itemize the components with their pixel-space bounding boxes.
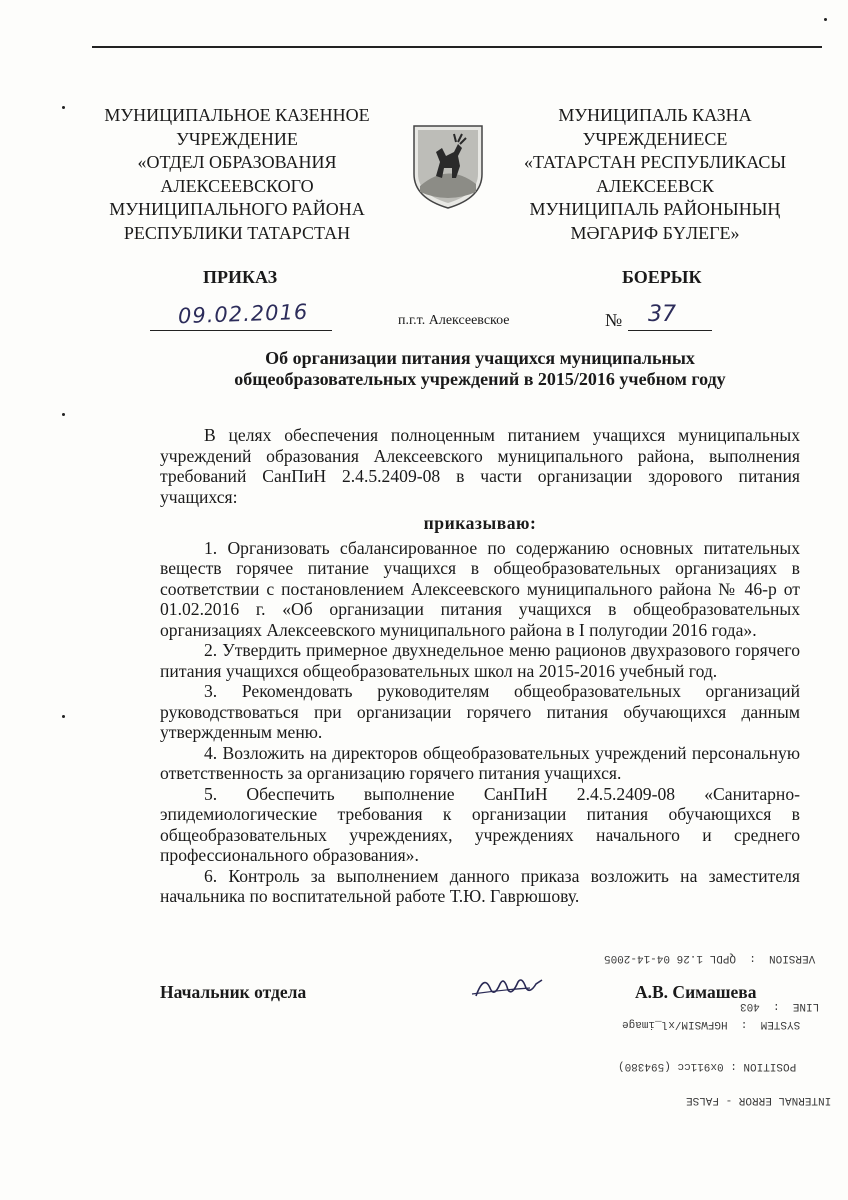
order-item: 2. Утвердить примерное двухнедельное меню рационов двухразового горячего питания учащихся общеобразовательных школ на 2015-2016 учебный год. (160, 640, 800, 681)
printer-position-text: POSITION : 0x911cc (594380) (618, 1060, 797, 1072)
header-right-line: МУНИЦИПАЛЬ КАЗНА (558, 105, 752, 125)
handwritten-signature-icon (470, 966, 554, 1006)
printer-system-text: SYSTEM : HGFWSIM/xl_image (622, 1018, 801, 1030)
preamble-paragraph: В целях обеспечения полноценным питанием учащихся муниципальных учреждений образования Алексеевского муниципального района, выполнения требований СанПиН 2.4.5.2409-08 в части организации здорового питания учащихся: (160, 425, 800, 507)
header-left-line: АЛЕКСЕЕВСКОГО (160, 175, 314, 196)
header-right-line: АЛЕКСЕЕВСК (596, 175, 714, 196)
header-left-line: РЕСПУБЛИКИ ТАТАРСТАН (123, 222, 351, 243)
handwritten-number: 37 (648, 302, 676, 327)
signatory-name: А.В. Симашева (635, 982, 757, 1002)
header-left-line: МУНИЦИПАЛЬНОГО РАЙОНА (109, 199, 365, 219)
header-right-org-tt (510, 104, 800, 245)
header-right-line: УЧРЕЖДЕНИЕСЕ (582, 128, 728, 149)
header-left-line: УЧРЕЖДЕНИЕ (176, 128, 298, 149)
header-left-org-ru (92, 104, 382, 245)
order-item: 3. Рекомендовать руководителям общеобразовательных организаций руководствоваться при организации горячего питания обучающихся данным утвержденным меню. (160, 681, 800, 742)
printer-error-text: INTERNAL ERROR - FALSE (686, 1094, 832, 1106)
number-sign: № (605, 310, 623, 330)
place-of-issue: п.г.т. Алексеевское (398, 313, 510, 328)
printer-line-text: LINE : 403 (740, 1000, 820, 1012)
order-item: 4. Возложить на директоров общеобразовательных учреждений персональную ответственность за организацию горячего питания учащихся. (160, 742, 800, 783)
header-right-line: «ТАТАРСТАН РЕСПУБЛИКАСЫ (523, 152, 787, 172)
header-left-line: МУНИЦИПАЛЬНОЕ КАЗЕННОЕ (104, 105, 370, 125)
header-right-line: МУНИЦИПАЛЬ РАЙОНЫНЫҢ (529, 199, 781, 219)
header-right-line: МӘГАРИФ БҮЛЕГЕ» (570, 222, 740, 243)
order-item: 1. Организовать сбалансированное по содержанию основных питательных веществ горячее питание учащихся в общеобразовательных организациях в соответствии с постановлением Алексеевского муниципального района № 46-р от 01.02.2016 г. «Об организации питания учащихся в общеобразовательных организациях Алексеевского муниципального района в I полугодии 2016 года». (160, 537, 800, 640)
handwritten-date: 09.02.2016 (177, 299, 309, 329)
top-border-line (92, 46, 822, 48)
scan-speck (62, 715, 65, 718)
title-line: Об организации питания учащихся муниципальных (265, 348, 695, 368)
coat-of-arms-emblem (410, 122, 486, 210)
title-line: общеобразовательных учреждений в 2015/2016 учебном году (234, 369, 726, 389)
header-left-line: «ОТДЕЛ ОБРАЗОВАНИЯ (137, 152, 337, 172)
signatory-role: Начальник отдела (160, 982, 307, 1002)
order-word: приказываю: (423, 513, 537, 533)
scan-speck (62, 106, 65, 109)
document-title (160, 348, 800, 390)
doc-type-ru: ПРИКАЗ (203, 267, 278, 287)
scan-speck (824, 18, 827, 21)
document-body (160, 425, 800, 907)
doc-type-tt: БОЕРЫК (622, 267, 702, 287)
printer-version-text: VERSION : QPDL 1.26 04-14-2005 (604, 952, 816, 964)
order-item: 5. Обеспечить выполнение СанПиН 2.4.5.2409-08 «Санитарно-эпидемиологические требования к организации питания обучающихся в общеобразовательных учреждениях, учреждениях начального и среднего профессионального образования». (160, 783, 800, 865)
scan-speck (62, 413, 65, 416)
order-item: 6. Контроль за выполнением данного приказа возложить на заместителя начальника по воспитательной работе Т.Ю. Гаврюшову. (160, 865, 800, 906)
